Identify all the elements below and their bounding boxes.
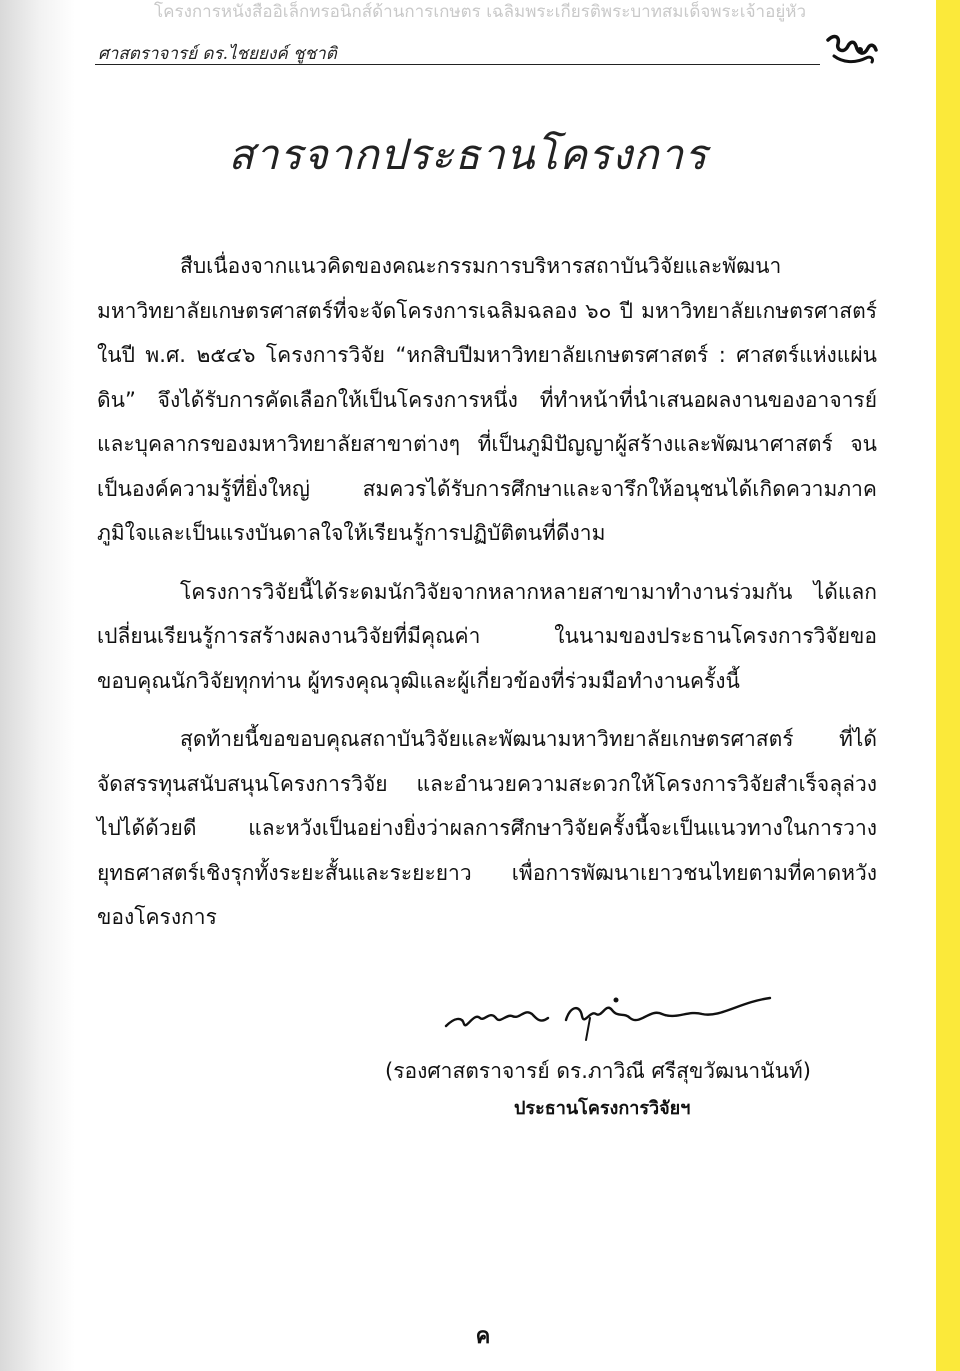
page-number: ค (475, 1324, 491, 1349)
paragraph: สืบเนื่องจากแนวคิดของคณะกรรมการบริหารสถาบันวิจัยและพัฒนา มหาวิทยาลัยเกษตรศาสตร์ที่จะจัดโครงการเฉลิมฉลอง ๖๐ ปี มหาวิทยาลัยเกษตรศาสตร์ ในปี พ.ศ. ๒๕๔๖ โครงการวิจัย “หกสิบปีมหาวิทยาลัยเกษตรศาสตร์ : ศาสตร์แห่งแผ่นดิน” จึงได้รับการคัดเลือกให้เป็นโครงการหนึ่ง ที่ทำหน้าที่นำเสนอผลงานของอาจารย์และบุคลากรของมหาวิทยาลัยสาขาต่างๆ ที่เป็นภูมิปัญญาผู้สร้างและพัฒนาศาสตร์ จนเป็นองค์ความรู้ที่ยิ่งใหญ่ สมควรได้รับการศึกษาและจารึกให้อนุชนได้เกิดความภาคภูมิใจและเป็นแรงบันดาลใจให้เรียนรู้การปฏิบัติตนที่ดีงาม (97, 254, 877, 545)
letter-body (97, 244, 877, 954)
paragraph: สุดท้ายนี้ขอขอบคุณสถาบันวิจัยและพัฒนามหาวิทยาลัยเกษตรศาสตร์ ที่ได้จัดสรรทุนสนับสนุนโครงการวิจัย และอำนวยความสะดวกให้โครงการวิจัยสำเร็จลุล่วงไปได้ด้วยดี และหวังเป็นอย่างยิ่งว่าผลการศึกษาวิจัยครั้งนี้จะเป็นแนวทางในการวางยุทธศาสตร์เชิงรุกทั้งระยะสั้นและระยะยาว เพื่อการพัฒนาเยาวชนไทยตามที่คาดหวังของโครงการ (97, 727, 877, 929)
handwritten-signature-icon (440, 988, 780, 1048)
header-banner: โครงการหนังสืออิเล็กทรอนิกส์ด้านการเกษตร เฉลิมพระเกียรติพระบาทสมเด็จพระเจ้าอยู่หัว (153, 2, 807, 22)
signer-name: (รองศาสตราจารย์ ดร.ภาวิณี ศรีสุขวัฒนานันท์) (385, 1059, 811, 1083)
letter-title: สารจากประธานโครงการ (228, 130, 708, 179)
header-divider (95, 64, 820, 65)
paragraph: โครงการวิจัยนี้ได้ระดมนักวิจัยจากหลากหลายสาขามาทำงานร่วมกัน ได้แลกเปลี่ยนเรียนรู้การสร้างผลงานวิจัยที่มีคุณค่า ในนามของประธานโครงการวิจัยขอขอบคุณนักวิจัยทุกท่าน ผู้ทรงคุณวุฒิและผู้เกี่ยวข้องที่ร่วมมือทำงานครั้งนี้ (97, 579, 877, 693)
university-emblem-icon (824, 30, 880, 68)
header-author: ศาสตราจารย์ ดร.ไชยยงค์ ชูชาติ (98, 44, 337, 64)
signer-role: ประธานโครงการวิจัยฯ (514, 1098, 691, 1119)
